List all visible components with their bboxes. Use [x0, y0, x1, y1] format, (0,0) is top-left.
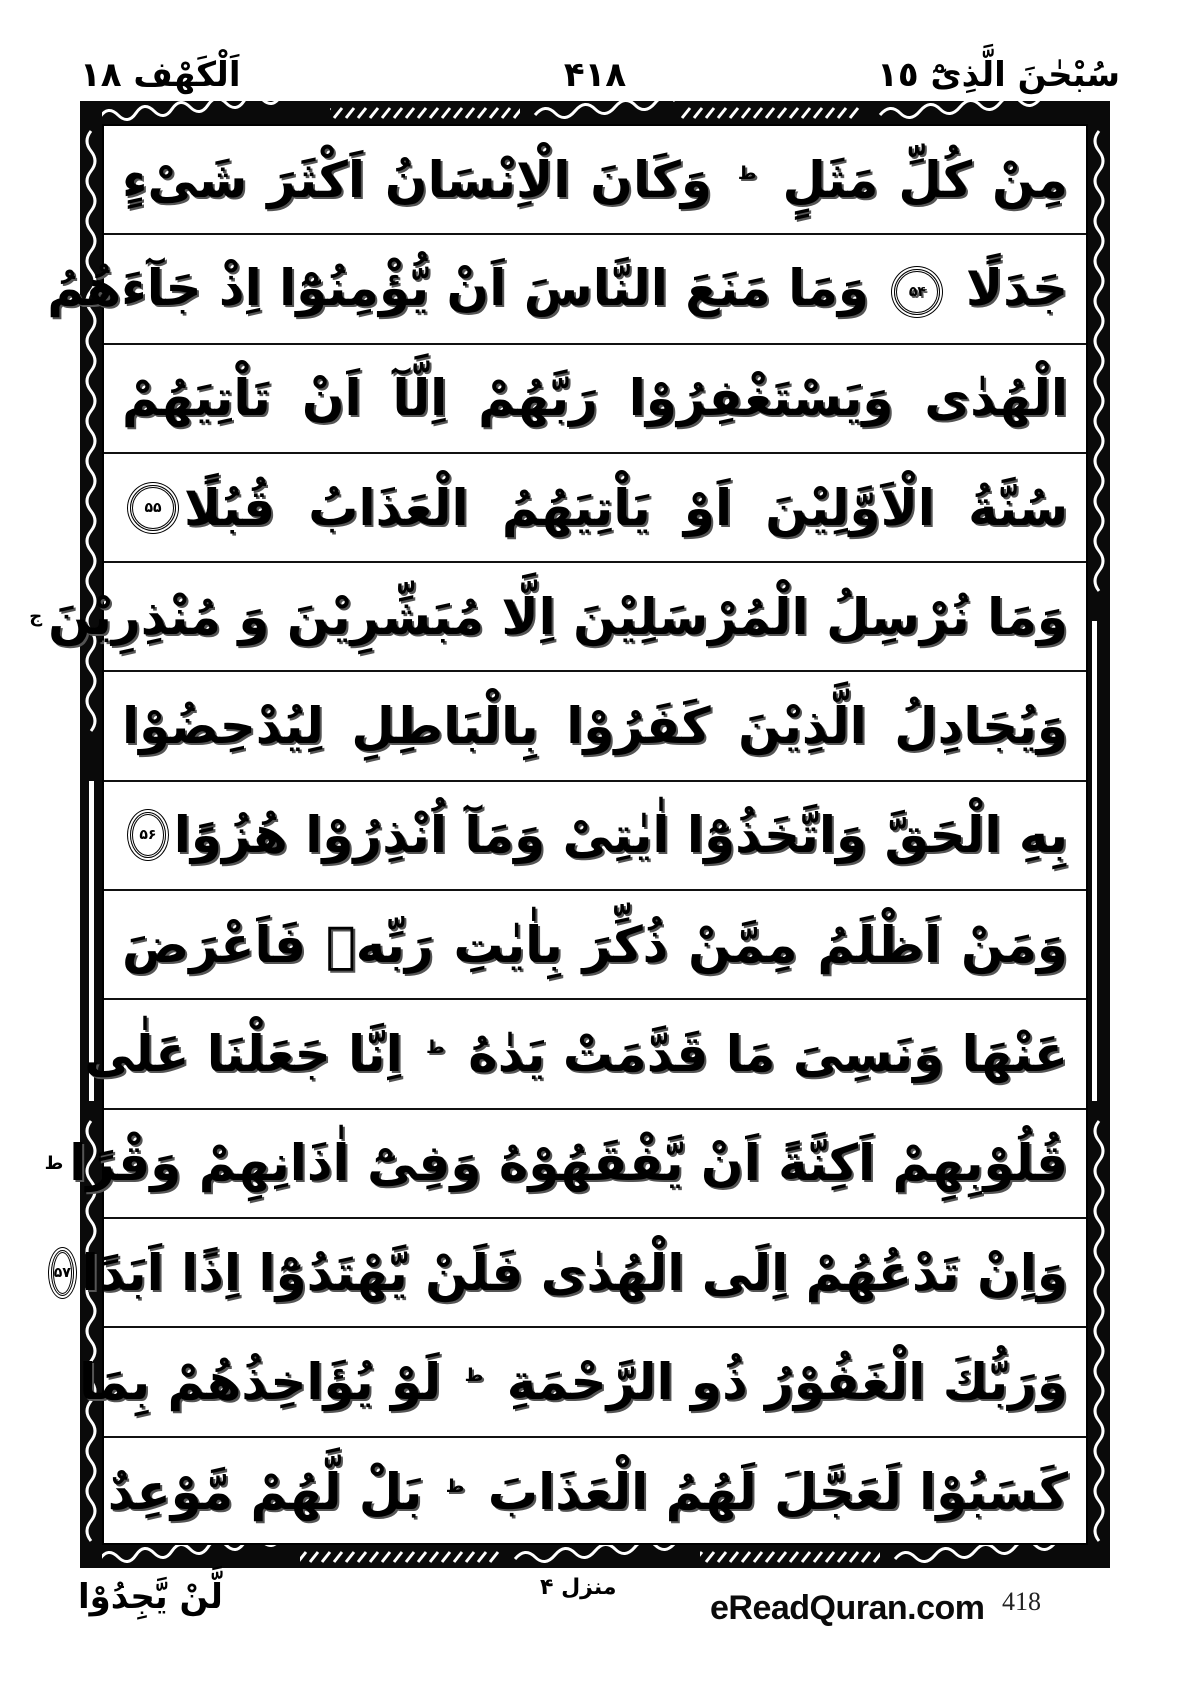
verse-line-6	[104, 672, 1086, 781]
waqf-mark: ط	[445, 1475, 465, 1497]
quran-text-area	[29, 124, 1088, 1545]
page-number: 418	[1002, 1587, 1041, 1616]
line-text: جَدَلًا	[965, 259, 1068, 318]
verse-line-10	[44, 1110, 1086, 1219]
border-pattern-right	[1088, 101, 1110, 1568]
border-pattern-bottom	[80, 1545, 1110, 1568]
ayah-number-marker: ۵۶	[130, 812, 166, 858]
juz-name: سُبْحٰنَ الَّذِیْٓ ١٥	[877, 55, 1120, 95]
verse-line-5	[29, 563, 1086, 672]
verse-line-11	[53, 1219, 1086, 1328]
line-text: الْهُدٰی وَیَسْتَغْفِرُوْا رَبَّهُمْ اِلَّآ اَنْ تَاْتِیَهُمْ	[122, 369, 1068, 428]
line-text: مِنْ كُلِّ مَثَلٍ	[782, 150, 1068, 209]
line-text: بِهِ الْحَقَّ وَاتَّخَذُوْٓا اٰیٰتِیْ وَمَآ اُنْذِرُوْا هُزُوًا	[173, 806, 1068, 865]
line-text: عَنْهَا وَنَسِیَ مَا قَدَّمَتْ یَدٰهُ	[468, 1025, 1068, 1084]
line-text: قُلُوْبِهِمْ اَكِنَّةً اَنْ یَّفْقَهُوْهُ وَفِیْٓ اٰذَانِهِمْ وَقْرًا	[69, 1134, 1068, 1193]
page-number-arabic: ۴١٨	[563, 55, 627, 95]
border-pattern-top	[80, 101, 1110, 124]
line-text-continued: بَلْ لَّهُمْ مَّوْعِدٌ	[107, 1463, 423, 1522]
waqf-mark: ط	[737, 162, 757, 184]
verse-line-12	[79, 1328, 1086, 1437]
waqf-mark: ط	[426, 1037, 445, 1059]
line-text-continued: وَكَانَ الْاِنْسَانُ اَكْثَرَ شَیْءٍ	[122, 150, 712, 209]
page-footer	[70, 1575, 1120, 1645]
manzil-label: منزل ۴	[540, 1575, 617, 1600]
site-watermark: eReadQuran.com	[710, 1589, 985, 1627]
verse-line-8	[104, 891, 1086, 1000]
border-pattern-left	[80, 101, 102, 1568]
surah-name: اَلْكَهْف ١٨	[80, 55, 241, 95]
verse-line-1	[104, 126, 1086, 235]
line-text-continued: اِنَّا جَعَلْنَا عَلٰی	[84, 1025, 403, 1084]
waqf-mark: ج	[29, 606, 43, 628]
line-text: كَسَبُوْا لَعَجَّلَ لَهُمُ الْعَذَابَ	[487, 1463, 1068, 1522]
line-text: وَمَنْ اَظْلَمُ مِمَّنْ ذُكِّرَ بِاٰیٰتِ رَبِّهٖ فَاَعْرَضَ	[122, 915, 1068, 974]
line-text: سُنَّةُ الْاَوَّلِیْنَ اَوْ یَاْتِیَهُمُ الْعَذَابُ قُبُلًا	[184, 478, 1068, 537]
waqf-mark: ط	[44, 1152, 64, 1174]
waqf-mark: ط	[464, 1365, 484, 1387]
verse-line-2	[47, 235, 1086, 344]
ayah-number-marker: ۵۴	[894, 269, 940, 315]
line-text: وَاِنْ تَدْعُهُمْ اِلَی الْهُدٰی فَلَنْ یَّهْتَدُوْٓا اِذًا اَبَدًا	[81, 1243, 1068, 1302]
ayah-number-marker: ۵۷	[51, 1250, 74, 1296]
catchword: لَّنْ یَّجِدُوْا	[78, 1577, 223, 1617]
line-text-continued: وَمَا مَنَعَ النَّاسَ اَنْ یُّؤْمِنُوْٓا اِذْ جَآءَهُمُ	[47, 259, 869, 318]
line-text-continued: لَوْ یُؤَاخِذُهُمْ بِمَا	[79, 1352, 442, 1411]
verse-line-13	[104, 1438, 1086, 1547]
line-text: وَیُجَادِلُ الَّذِیْنَ كَفَرُوْا بِالْبَاطِلِ لِیُدْحِضُوْا	[122, 697, 1068, 756]
line-text: وَمَا نُرْسِلُ الْمُرْسَلِیْنَ اِلَّا مُبَشِّرِیْنَ وَ مُنْذِرِیْنَ	[48, 587, 1068, 646]
ayah-number-marker: ۵۵	[130, 485, 176, 531]
verse-line-4	[104, 454, 1086, 563]
verse-line-3	[104, 345, 1086, 454]
verse-line-7	[104, 782, 1086, 891]
verse-line-9	[84, 1000, 1086, 1109]
page-header	[70, 52, 1120, 98]
line-text: وَرَبُّكَ الْغَفُوْرُ ذُو الرَّحْمَةِ	[506, 1352, 1068, 1411]
